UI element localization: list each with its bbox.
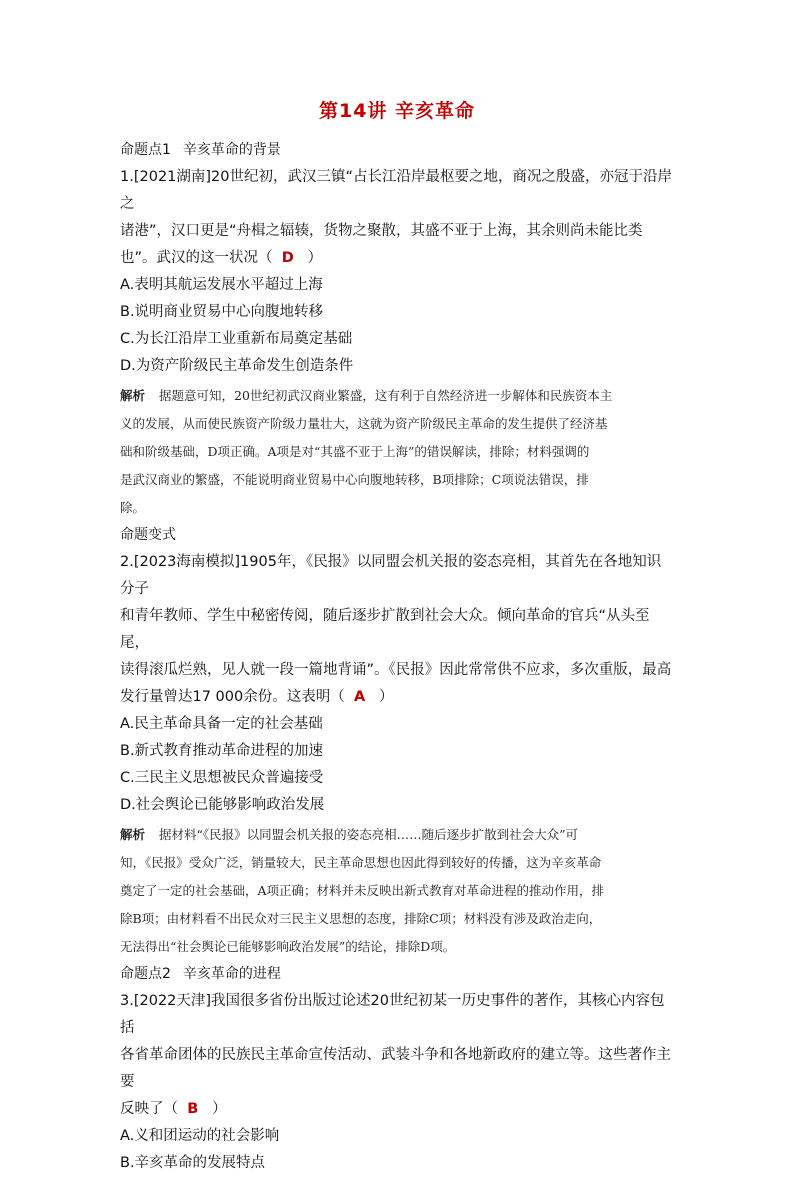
option-d: D.为资产阶级民主革命发生创造条件 — [120, 358, 354, 374]
question-line: 2.[2023海南模拟]1905年，《民报》以同盟会机关报的姿态亮相，其首先在各地知识分子 — [120, 554, 662, 597]
option-a: A.表明其航运发展水平超过上海 — [120, 277, 323, 293]
section-text: 辛亥革命的进程 — [182, 966, 281, 982]
answer-mark: D — [281, 250, 294, 266]
explanation-line: 义的发展，从而使民族资产阶级力量壮大，这就为资产阶级民主革命的发生提供了经济基 — [120, 416, 608, 431]
bracket-close: ） — [379, 689, 394, 705]
question-line: 各省革命团体的民族民主革命宣传活动、武装斗争和各地新政府的建立等。这些著作主要 — [120, 1047, 671, 1090]
question-3 — [120, 988, 674, 1177]
question-line: 诸港”，汉口更是“舟楫之辐辏，货物之聚散，其盛不亚于上海，其余则尚未能比类 — [120, 223, 643, 239]
section-label: 命题点2 — [120, 966, 171, 982]
explanation-line: 是武汉商业的繁盛，不能说明商业贸易中心向腹地转移，B项排除；C项说法错误，排 — [120, 472, 589, 487]
question-line — [120, 245, 674, 272]
question-line: 读得滚瓜烂熟，见人就一段一篇地背诵”。《民报》因此常常供不应求，多次重版，最高 — [120, 662, 672, 678]
explanation-line — [120, 821, 674, 849]
option-d: D.社会舆论已能够影响政治发展 — [120, 797, 325, 813]
explanation — [120, 821, 674, 961]
explanation-line: 奠定了一定的社会基础，A项正确；材料并未反映出新式教育对革命进程的推动作用，排 — [120, 883, 605, 898]
option-a: A.义和团运动的社会影响 — [120, 1128, 280, 1144]
section-heading-1 — [120, 137, 674, 164]
question-line — [120, 1096, 674, 1123]
question-line-text: 反映了（ — [120, 1101, 178, 1117]
answer-mark: A — [353, 689, 366, 705]
answer-mark: B — [187, 1101, 199, 1117]
section-heading-variant: 命题变式 — [120, 527, 176, 543]
explanation-text: 据材料“《民报》以同盟会机关报的姿态亮相……随后逐步扩散到社会大众”可 — [159, 827, 579, 842]
explanation-line: 础和阶级基础，D项正确。A项是对“其盛不亚于上海”的错误解读，排除；材料强调的 — [120, 444, 590, 459]
explanation-line: 知，《民报》受众广泛，销量较大，民主革命思想也因此得到较好的传播，这为辛亥革命 — [120, 855, 602, 870]
section-heading-2 — [120, 961, 674, 988]
section-label: 命题点1 — [120, 142, 171, 158]
question-1 — [120, 164, 674, 522]
option-c: C.三民主义思想被民众普遍接受 — [120, 770, 324, 786]
option-b: B.说明商业贸易中心向腹地转移 — [120, 304, 324, 320]
bracket-close: ） — [307, 250, 323, 266]
explanation — [120, 382, 674, 522]
section-text: 辛亥革命的背景 — [182, 142, 281, 158]
explanation-line: 除。 — [120, 500, 146, 515]
explanation-label: 解析 — [120, 827, 146, 842]
question-2 — [120, 549, 674, 961]
question-line-text: 也”。武汉的这一状况（ — [120, 250, 273, 266]
explanation-text: 据题意可知，20世纪初武汉商业繁盛，这有利于自然经济进一步解体和民族资本主 — [159, 388, 613, 403]
question-line: 1.[2021湖南]20世纪初，武汉三镇“占长江沿岸最枢要之地，商况之殷盛，亦冠于沿岸之 — [120, 169, 673, 212]
question-line: 和青年教师、学生中秘密传阅，随后逐步扩散到社会大众。倾向革命的官兵“从头至尾， — [120, 608, 650, 651]
explanation-line — [120, 382, 674, 410]
bracket-close: ） — [212, 1101, 227, 1117]
question-line-text: 发行量曾达17 000余份。这表明（ — [120, 689, 345, 705]
explanation-line: 除B项；由材料看不出民众对三民主义思想的态度，排除C项；材料没有涉及政治走向， — [120, 911, 602, 926]
option-a: A.民主革命具备一定的社会基础 — [120, 716, 323, 732]
question-line — [120, 684, 674, 711]
page-title: 第14讲 辛亥革命 — [318, 100, 476, 122]
option-c: C.为长江沿岸工业重新布局奠定基础 — [120, 331, 353, 347]
option-b: B.新式教育推动革命进程的加速 — [120, 743, 324, 759]
question-line: 3.[2022天津]我国很多省份出版过论述20世纪初某一历史事件的著作，其核心内容包括 — [120, 993, 665, 1036]
explanation-line: 无法得出“社会舆论已能够影响政治发展”的结论，排除D项。 — [120, 939, 456, 954]
explanation-label: 解析 — [120, 388, 146, 403]
option-b: B.辛亥革命的发展特点 — [120, 1155, 266, 1171]
